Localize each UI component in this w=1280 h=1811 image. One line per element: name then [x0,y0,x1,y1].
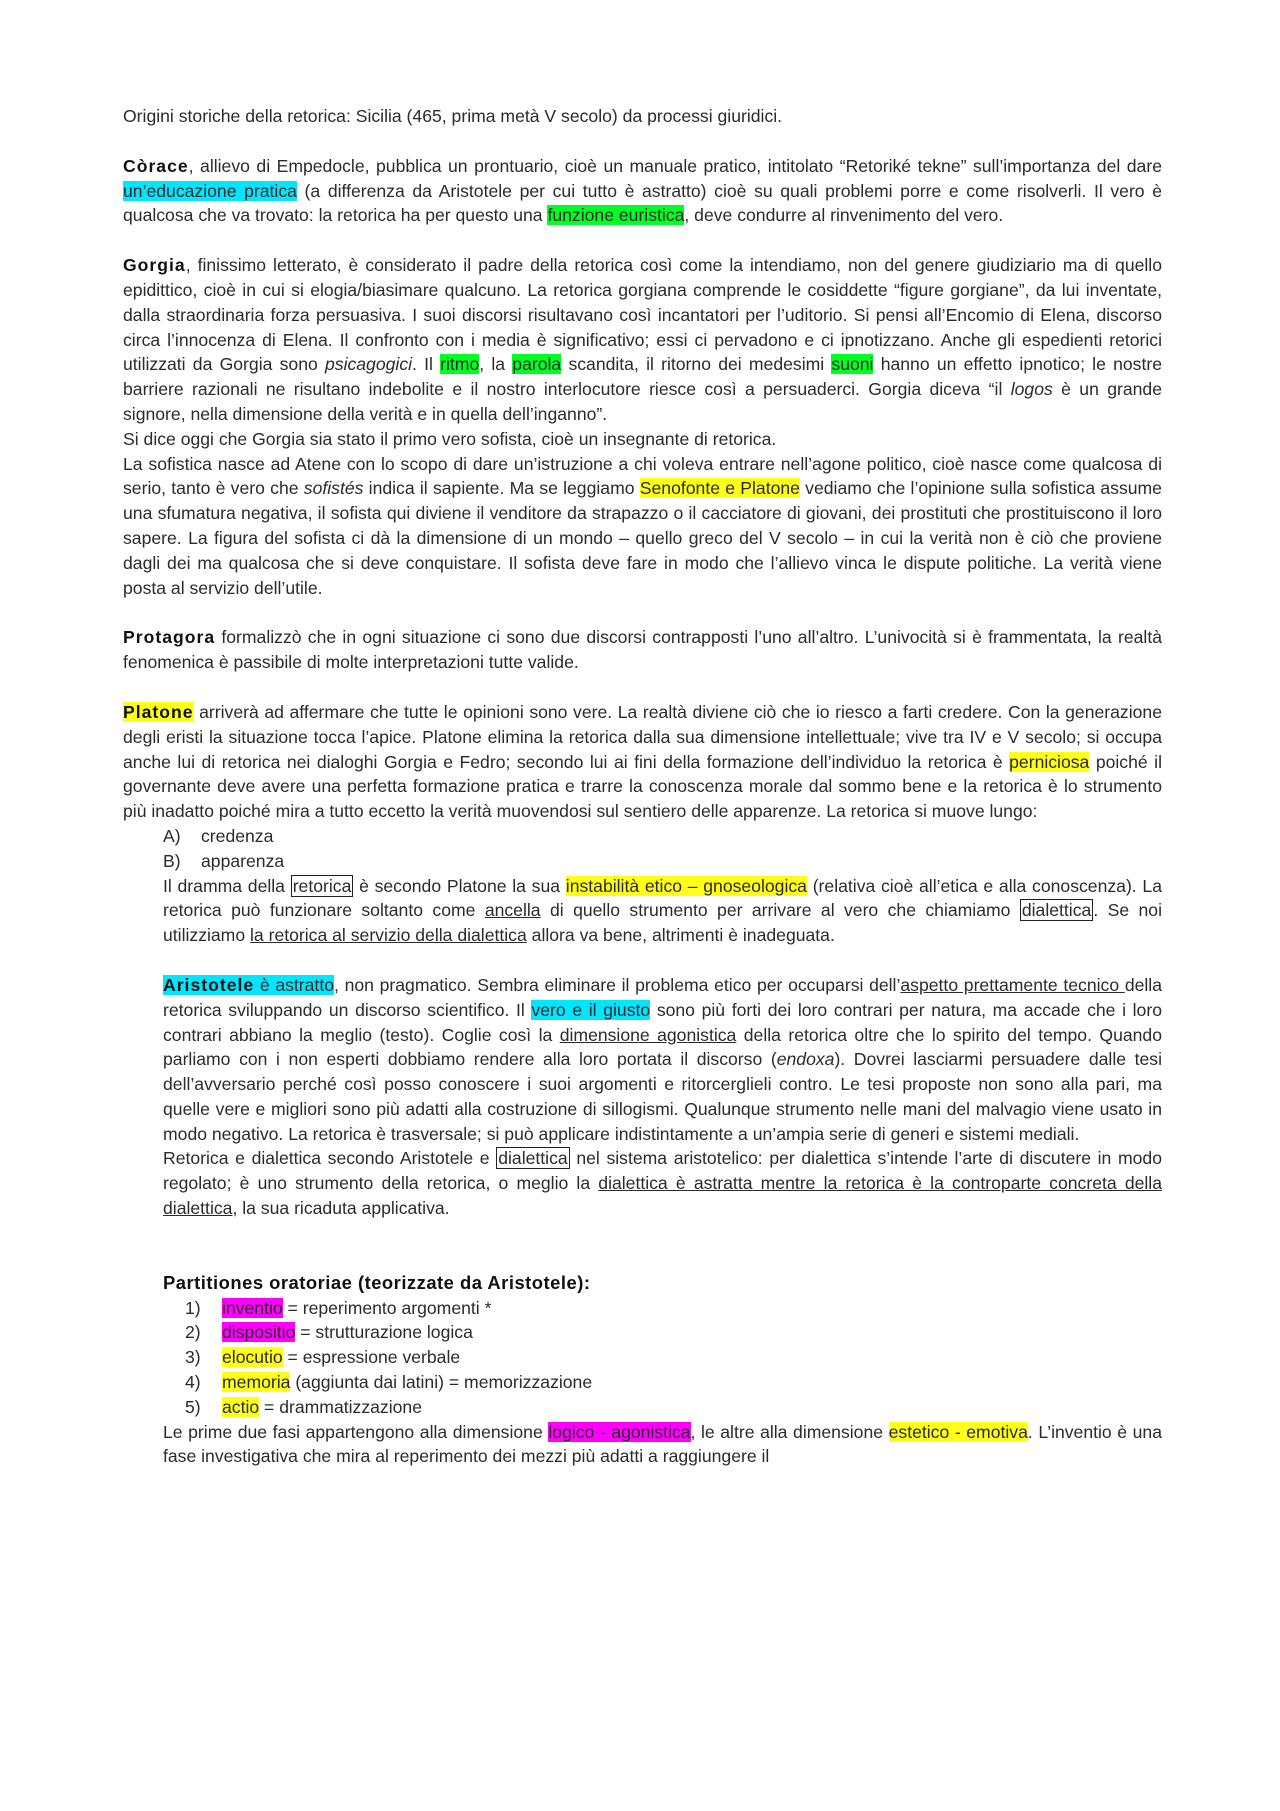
highlight-logico-agonistica: logico - agonistica [548,1421,691,1442]
gorgia-paragraph: Gorgia, finissimo letterato, è considerato il padre della retorica così come la intendiamo, non del genere giudiziario ma di quello epidittico, cioè in cui si elogia/biasimare qualcuno. La retorica gorgiana comprende le cosiddette “figure gorgiane”, da lui inventate, dalla straordinaria forza persuasiva. I suoi discorsi risultavano così incantatori per l’uditorio. Si pensi all’Encomio di Elena, discorso circa l’innocenza di Elena. Il confronto con i media è significativo; essi ci pervadono e ci ipnotizzano. Anche gli espedienti retorici utilizzati da Gorgia sono psicagogici. Il ritmo, la parola scandita, il ritorno dei medesimi suoni hanno un effetto ipnotico; le nostre barriere razionali ne risultano indebolite e il nostro interlocutore riesce così a persuaderci. Gorgia diceva “il logos è un grande signore, nella dimensione della verità e in quella dell’inganno”. [123,255,1162,424]
list-item: B) apparenza [163,850,285,871]
protagora-paragraph: Protagora formalizzò che in ogni situazione ci sono due discorsi contrapposti l’uno all’altro. L’univocità si è frammentata, la realtà fenomenica è passibile di molte interpretazioni tutte valide. [123,627,1162,673]
platone-list [123,824,1162,874]
highlight-memoria: memoria [222,1372,291,1393]
highlight-parola: parola [512,354,562,375]
highlight-suoni: suoni [831,354,874,375]
platone-name: Platone [123,701,194,722]
highlight-dispositio: dispositio [222,1322,296,1343]
sofistica-paragraph: La sofistica nasce ad Atene con lo scopo di dare un’istruzione a chi voleva entrare nell’agone politico, cioè nasce come qualcosa di serio, tanto è vero che sofistés indica il sapiente. Ma se leggiamo Senofonte e Platone vediamo che l’opinione sulla sofistica assume una sfumatura negativa, il sofista qui diviene il venditore da strapazzo o il cacciatore di giovani, dei prostituti che prostituiscono il loro sapere. La figura del sofista ci dà la dimensione di un mondo – quello greco del V secolo – in cui la verità non è ciò che proviene dagli dei ma qualcosa che si deve conquistare. Il sofista deve fare in modo che l’allievo vinca le dispute politiche. La verità viene posta al servizio dell’utile. [123,453,1162,598]
highlight-perniciosa: perniciosa [1009,751,1090,772]
boxed-dialettica: dialettica [1021,900,1092,921]
gorgia-name: Gorgia [123,255,186,276]
platone-paragraph: Platone arriverà ad affermare che tutte le opinioni sono vere. La realtà diviene ciò che io riesco a farti credere. Con la generazione degli eristi la situazione tocca l’apice. Platone elimina la retorica dalla sua dimensione intellettuale; vive tra IV e V secolo; si occupa anche lui di retorica nei dialoghi Gorgia e Fedro; secondo lui ai fini della formazione dell’individuo la retorica è perniciosa poiché il governante deve avere una perfetta formazione pratica e trarre la conoscenza morale dal sommo bene e la retorica è lo strumento più inadatto poiché mira a tutto eccetto la verità muovendosi sul sentiero delle apparenze. La retorica si muove lungo: [123,701,1162,822]
list-item: 4) memoria (aggiunta dai latini) = memorizzazione [185,1372,593,1393]
list-item: 3) elocutio = espressione verbale [185,1347,461,1368]
highlight-inventio: inventio [222,1297,283,1318]
intro-paragraph: Origini storiche della retorica: Sicilia (465, prima metà V secolo) da processi giuridici. [123,106,783,126]
aristotele-name: Aristotele [163,974,255,995]
dramma-paragraph: Il dramma della retorica è secondo Platone la sua instabilità etico – gnoseologica (relativa cioè all’etica e alla conoscenza). La retorica può funzionare soltanto come ancella di quello strumento per arrivare al vero che chiamiamo dialettica . Se noi utilizziamo la retorica al servizio della dialettica allora va bene, altrimenti è inadeguata. [163,875,1162,946]
highlight-senofonte-platone: Senofonte e Platone [639,478,800,499]
sofista-paragraph: Si dice oggi che Gorgia sia stato il primo vero sofista, cioè un insegnante di retorica. [123,428,777,449]
highlight-ritmo: ritmo [440,354,480,375]
list-item: 2) dispositio = strutturazione logica [185,1322,473,1343]
highlight-elocutio: elocutio [222,1347,283,1368]
highlight-vero-giusto: vero e il giusto [531,999,651,1020]
boxed-dialettica-2: dialettica [498,1148,568,1169]
partitiones-list [123,1296,1162,1420]
corace-name: Còrace [123,155,189,176]
highlight-actio: actio [222,1396,260,1417]
partitiones-title: Partitiones oratoriae (teorizzate da Aristotele): [163,1271,591,1293]
corace-paragraph: Còrace, allievo di Empedocle, pubblica un prontuario, cioè un manuale pratico, intitolato “Retoriké tekne” sull’importanza del dare un’educazione pratica (a differenza da Aristotele per cui tutto è astratto) cioè su quali problemi porre e come risolverli. Il vero è qualcosa che va trovato: la retorica ha per questo una funzione euristica, deve condurre al rinvenimento del vero. [123,155,1163,226]
list-item: 1) inventio = reperimento argomenti * [185,1297,492,1318]
highlight-funzione-euristica: funzione euristica [547,205,685,226]
highlight-estetico-emotiva: estetico - emotiva [888,1421,1028,1442]
aristotele-paragraph: Aristotele è astratto, non pragmatico. Sembra eliminare il problema etico per occuparsi dell’aspetto prettamente tecnico della retorica sviluppando un discorso scientifico. Il vero e il giusto sono più forti dei loro contrari per natura, ma accade che i loro contrari abbiano la meglio (testo). Coglie così la dimensione agonistica della retorica oltre che lo spirito del tempo. Quando parliamo con i non esperti dobbiamo rendere alla loro portata il discorso (endoxa). Dovrei lasciarmi persuadere dalle tesi dell’avversario perché così posso conoscere i suoi argomenti e ritorcerglieli contro. Le tesi proposte non sono alla pari, ma quelle vere e migliori sono più adatti alla costruzione di sillogismi. Qualunque strumento nelle mani del malvagio viene usato in modo negativo. La retorica è trasversale; si può applicare indistintamente a un’ampia serie di generi e sistemi mediali. [163,974,1163,1144]
list-item: A) credenza [163,825,274,846]
highlight-educazione-pratica: un’educazione pratica [123,180,297,201]
list-item: 5) actio = drammatizzazione [185,1396,422,1417]
boxed-retorica: retorica [292,875,352,896]
fasi-paragraph: Le prime due fasi appartengono alla dimensione logico - agonistica, le altre alla dimensione estetico - emotiva. L’inventio è una fase investigativa che mira al reperimento dei mezzi più adatti a raggiungere il [163,1421,1163,1467]
dialettica-paragraph: Retorica e dialettica secondo Aristotele e dialettica nel sistema aristotelico: per dialettica s’intende l’arte di discutere in modo regolato; è uno strumento della retorica, o meglio la dialettica è astratta mentre la retorica è la controparte concreta della dialettica, la sua ricaduta applicativa. [163,1148,1162,1219]
protagora-name: Protagora [123,627,216,648]
highlight-instabilita: instabilità etico – gnoseologica [565,875,807,896]
